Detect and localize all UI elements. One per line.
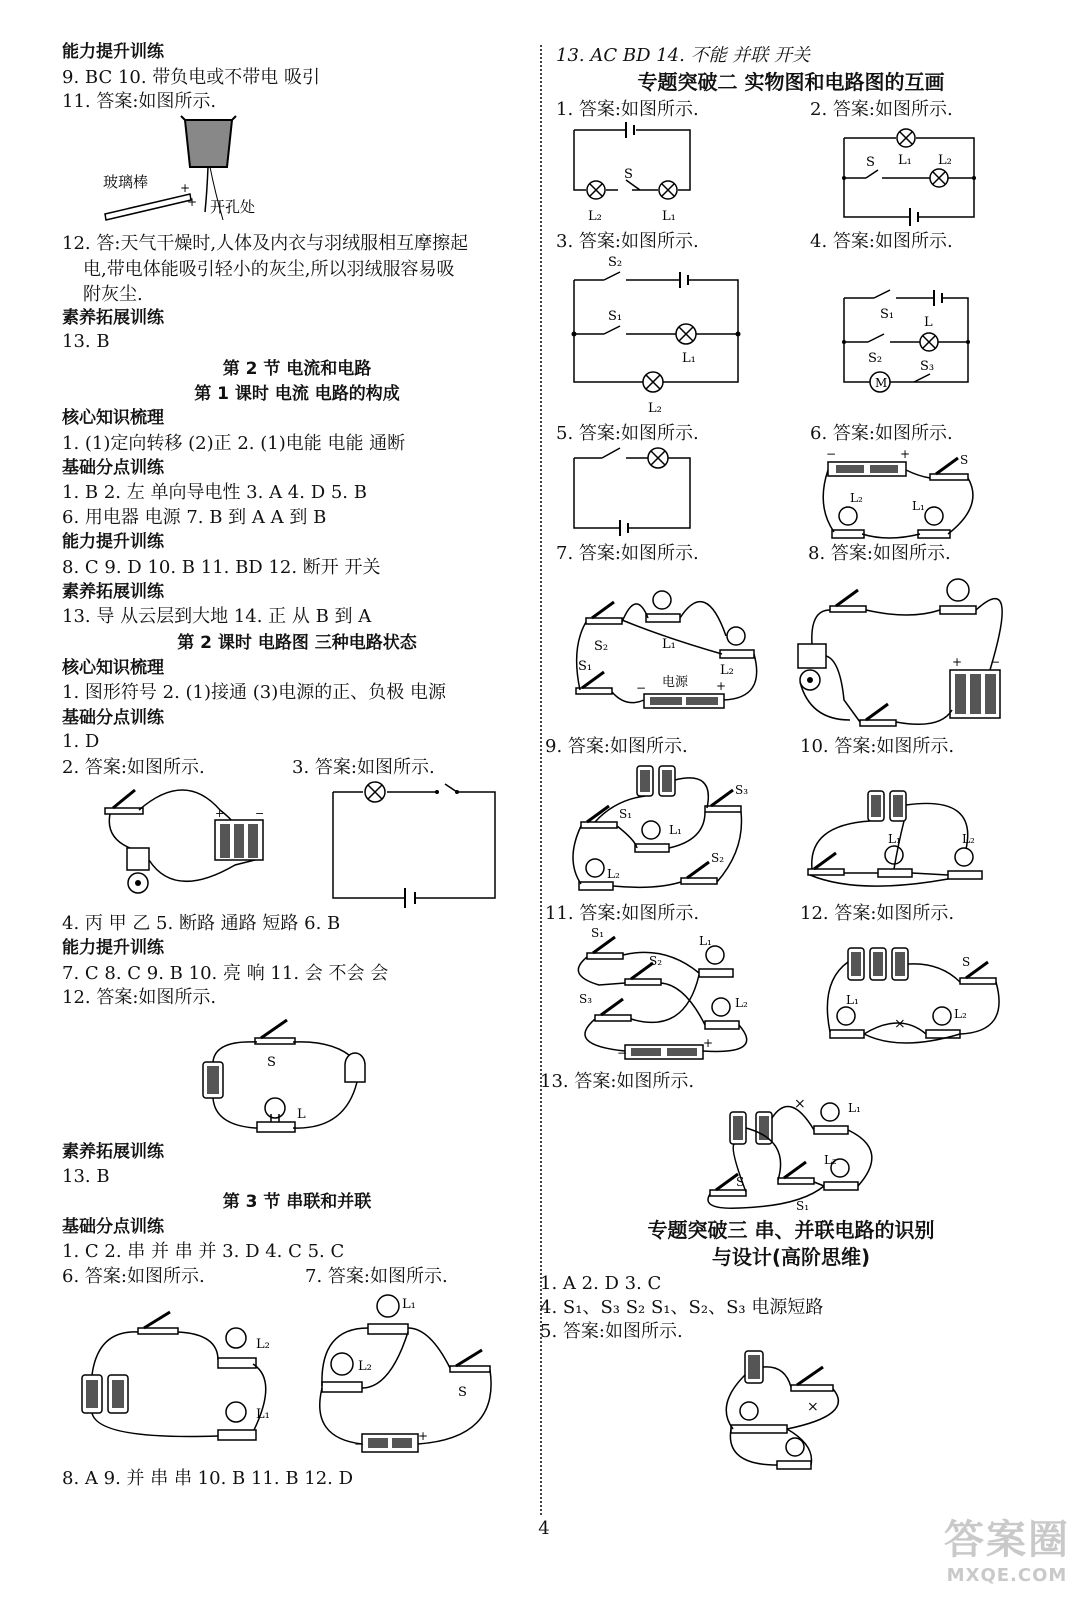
answer-line: 13. B (62, 1166, 110, 1187)
figure-r8 (790, 570, 1010, 742)
label-l: L (924, 315, 933, 330)
figure-r7 (566, 578, 776, 743)
answer-line: 3. 答案:如图所示. (292, 757, 435, 778)
lesson-title: 第 2 课时 电路图 三种电路状态 (177, 633, 417, 653)
figure-r4 (838, 282, 978, 397)
answer-line: 13. AC BD 14. 不能 并联 开关 (556, 45, 811, 66)
answer-line: 12. 答:天气干燥时,人体及内衣与羽绒服相互摩擦起 (62, 233, 469, 254)
answer-line: 11. 答案:如图所示. (545, 903, 700, 924)
label-l1: L₁ (662, 637, 676, 652)
heading-basic: 基础分点训练 (62, 708, 164, 728)
label-l1: L₁ (699, 934, 712, 948)
label-l1: L₁ (669, 823, 682, 837)
label-l2: L₂ (607, 867, 620, 881)
figure-r5 (568, 444, 698, 544)
answer-line: 3. 答案:如图所示. (556, 231, 699, 252)
heading-core: 核心知识梳理 (62, 658, 164, 678)
label-l1: L₁ (888, 832, 901, 846)
label-l2: L₂ (256, 1337, 270, 1352)
minus-sign: − (354, 1437, 365, 1451)
figure-r11 (565, 925, 770, 1070)
label-s1: S₁ (578, 659, 593, 674)
watermark-line2: MXQE.COM (946, 1565, 1068, 1586)
figure-r1 (568, 120, 698, 230)
label-l2: L₂ (938, 153, 952, 168)
heading-basic: 基础分点训练 (62, 458, 164, 478)
label-l2: L₂ (720, 663, 734, 678)
answer-line: 12. 答案:如图所示. (800, 903, 955, 924)
page-number: 4 (538, 1518, 550, 1539)
label-s1: S₁ (608, 309, 623, 324)
answer-line: 1. 图形符号 2. (1)接通 (3)电源的正、负极 电源 (62, 682, 446, 703)
plus-sign: + (187, 195, 198, 209)
label-l2: L₂ (358, 1359, 372, 1374)
answer-line: 11. 答案:如图所示. (62, 91, 217, 112)
label-s1: S₁ (619, 807, 633, 821)
answer-line: 5. 答案:如图所示. (540, 1321, 683, 1342)
label-s: S (736, 1175, 745, 1189)
motor-label: M (875, 376, 888, 390)
label-s1: S₁ (880, 307, 895, 322)
figure-circuit-physical (95, 780, 285, 910)
heading-basic: 基础分点训练 (62, 1217, 164, 1237)
answer-line: 1. 答案:如图所示. (556, 99, 699, 120)
answer-line: 1. A 2. D 3. C (540, 1273, 662, 1294)
heading-literacy: 素养拓展训练 (62, 582, 164, 602)
label-s3: S₃ (579, 992, 593, 1006)
minus-sign: − (636, 681, 647, 695)
heading-ability: 能力提升训练 (62, 42, 164, 62)
answer-line: 2. 答案:如图所示. (62, 757, 205, 778)
label-l2: L₂ (954, 1007, 967, 1021)
label-s2: S₂ (711, 851, 725, 865)
label-s: S (267, 1055, 276, 1070)
label-s: S (962, 955, 971, 969)
minus-sign: − (255, 807, 265, 820)
label-l2: L₂ (648, 401, 662, 416)
plus-sign: + (900, 447, 911, 461)
watermark-logo (944, 1508, 1070, 1586)
label-l1: L₁ (846, 993, 859, 1007)
plus-sign: + (716, 679, 727, 693)
answer-line: 1. D (62, 731, 100, 752)
answer-line: 13. 答案:如图所示. (540, 1071, 695, 1092)
label-s2: S₂ (649, 954, 663, 968)
minus-sign: − (826, 447, 837, 461)
label-l1: L₁ (662, 209, 676, 224)
label-l2: L₂ (735, 996, 748, 1010)
label-l1: L₁ (402, 1297, 416, 1312)
label-s2: S₂ (608, 255, 623, 270)
label-s1: S₁ (591, 926, 605, 940)
plus-sign: + (215, 807, 225, 820)
cross-mark: × (894, 1016, 906, 1032)
plus-sign: + (703, 1036, 714, 1050)
answer-line: 1. C 2. 串 并 串 并 3. D 4. C 5. C (62, 1241, 345, 1262)
answer-line: 电,带电体能吸引轻小的灰尘,所以羽绒服容易吸 (83, 259, 455, 280)
figure-circuit-l12 (195, 1010, 385, 1145)
heading-ability: 能力提升训练 (62, 938, 164, 958)
label-s: S (866, 155, 875, 170)
answer-line: 1. B 2. 左 单向导电性 3. A 4. D 5. B (62, 482, 367, 503)
topic-title-cont: 与设计(高阶思维) (711, 1245, 871, 1269)
answer-line: 4. 丙 甲 乙 5. 断路 通路 短路 6. B (62, 913, 341, 934)
figure-circuit-l7 (310, 1288, 510, 1463)
label-l1: L₁ (256, 1407, 270, 1422)
figure-r6 (808, 446, 988, 546)
label-s1: S₁ (796, 1199, 810, 1213)
label-l1: L₁ (682, 351, 696, 366)
power-label: 电源 (662, 675, 689, 690)
answer-line: 8. C 9. D 10. B 11. BD 12. 断开 开关 (62, 557, 381, 578)
answer-line: 4. 答案:如图所示. (810, 231, 953, 252)
figure-circuit-diagram (325, 780, 505, 910)
label-l2: L₂ (588, 209, 602, 224)
answer-line: 6. 答案:如图所示. (62, 1266, 205, 1287)
figure-r3 (568, 250, 748, 420)
label-l1: L₁ (912, 499, 925, 513)
plus-sign: + (418, 1429, 429, 1443)
label-l2: L₂ (962, 832, 975, 846)
watermark-line1: 答案圈 (944, 1517, 1070, 1563)
heading-literacy: 素养拓展训练 (62, 308, 164, 328)
answer-line: 13. B (62, 331, 110, 352)
figure-r2 (838, 122, 983, 227)
answer-line: 8. A 9. 并 串 串 10. B 11. B 12. D (62, 1468, 354, 1489)
heading-core: 核心知识梳理 (62, 408, 164, 428)
answer-line: 12. 答案:如图所示. (62, 987, 217, 1008)
answer-line: 附灰尘. (83, 284, 143, 305)
answer-line: 10. 答案:如图所示. (800, 736, 955, 757)
lesson-title: 第 1 课时 电流 电路的构成 (194, 384, 400, 404)
answer-line: 9. BC 10. 带负电或不带电 吸引 (62, 67, 321, 88)
heading-literacy: 素养拓展训练 (62, 1142, 164, 1162)
label-l2: L₂ (824, 1153, 837, 1167)
label-s: S (458, 1385, 467, 1400)
answer-line: 13. 导 从云层到大地 14. 正 从 B 到 A (62, 606, 372, 627)
figure-r10 (798, 785, 988, 895)
answer-line: 7. C 8. C 9. B 10. 亮 响 11. 会 不会 会 (62, 963, 389, 984)
label-s3: S₃ (735, 783, 749, 797)
answer-line: 8. 答案:如图所示. (808, 543, 951, 564)
minus-sign: − (990, 655, 1001, 669)
label-l1: L₁ (898, 153, 912, 168)
label-l2: L₂ (850, 491, 863, 505)
answer-line: 4. S₁、S₃ S₂ S₁、S₂、S₃ 电源短路 (540, 1297, 824, 1318)
topic-title: 专题突破三 串、并联电路的识别 (647, 1218, 935, 1242)
label-l1: L₁ (848, 1101, 861, 1115)
cross-mark: × (807, 1399, 819, 1415)
figure-r13 (700, 1090, 890, 1215)
section-title: 第 3 节 串联和并联 (222, 1192, 372, 1212)
cross-mark: × (794, 1096, 806, 1112)
answer-line: 1. (1)定向转移 (2)正 2. (1)电能 电能 通断 (62, 433, 406, 454)
label-l: L (297, 1107, 306, 1122)
figure-r-final (715, 1345, 865, 1475)
hole-label: 开孔处 (210, 198, 256, 216)
answer-line: 6. 答案:如图所示. (810, 423, 953, 444)
answer-line: 6. 用电器 电源 7. B 到 A A 到 B (62, 507, 327, 528)
answer-line: 9. 答案:如图所示. (545, 736, 688, 757)
glass-rod-label: 玻璃棒 (103, 173, 149, 191)
figure-circuit-l6 (78, 1300, 288, 1450)
heading-ability: 能力提升训练 (62, 532, 164, 552)
figure-r9 (565, 760, 765, 900)
label-s2: S₂ (868, 351, 883, 366)
figure-r12 (820, 942, 1010, 1047)
label-s2: S₂ (594, 639, 609, 654)
figure-glass-rod (95, 112, 305, 227)
label-s: S (960, 453, 969, 467)
minus-sign: − (617, 1046, 628, 1060)
label-s3: S₃ (920, 359, 935, 374)
plus-sign: + (180, 181, 191, 195)
answer-line: 5. 答案:如图所示. (556, 423, 699, 444)
label-s: S (624, 167, 633, 182)
section-title: 第 2 节 电流和电路 (222, 359, 372, 379)
answer-line: 2. 答案:如图所示. (810, 99, 953, 120)
plus-sign: + (952, 655, 963, 669)
answer-line: 7. 答案:如图所示. (305, 1266, 448, 1287)
topic-title: 专题突破二 实物图和电路图的互画 (637, 70, 945, 94)
answer-line: 7. 答案:如图所示. (556, 543, 699, 564)
